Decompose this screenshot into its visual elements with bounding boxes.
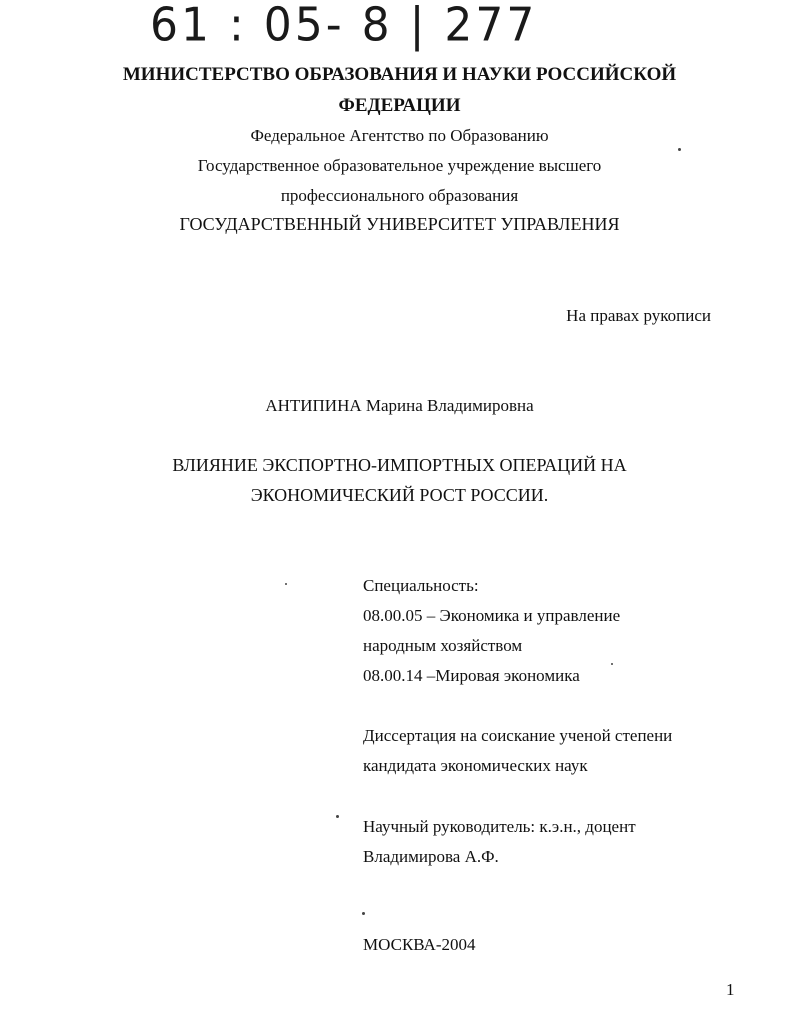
ministry-heading-line1: МИНИСТЕРСТВО ОБРАЗОВАНИЯ И НАУКИ РОССИЙСКОЙ bbox=[122, 64, 677, 85]
specialty-line3: 08.00.14 –Мировая экономика bbox=[363, 666, 580, 685]
ministry-heading-line2: ФЕДЕРАЦИИ bbox=[338, 95, 461, 116]
agency-name: Федеральное Агентство по Образованию bbox=[250, 126, 549, 145]
handwritten-archive-code: 61 : 05- 8 | 277 bbox=[150, 0, 538, 53]
degree-line1: Диссертация на соискание ученой степени bbox=[363, 726, 673, 745]
supervisor-line2: Владимирова А.Ф. bbox=[363, 847, 499, 866]
city-year: МОСКВА-2004 bbox=[363, 935, 476, 954]
scan-speck bbox=[611, 663, 613, 665]
manuscript-note: На правах рукописи bbox=[566, 306, 711, 325]
supervisor-line1: Научный руководитель: к.э.н., доцент bbox=[363, 817, 636, 836]
university-name: ГОСУДАРСТВЕННЫЙ УНИВЕРСИТЕТ УПРАВЛЕНИЯ bbox=[179, 214, 620, 234]
specialty-line1: 08.00.05 – Экономика и управление bbox=[363, 606, 621, 625]
scan-speck bbox=[336, 815, 339, 818]
degree-line2: кандидата экономических наук bbox=[363, 756, 588, 775]
scan-speck bbox=[362, 912, 365, 915]
dissertation-title-line2: ЭКОНОМИЧЕСКИЙ РОСТ РОССИИ. bbox=[250, 485, 549, 505]
specialty-label: Специальность: bbox=[363, 576, 479, 595]
author-name: АНТИПИНА Марина Владимировна bbox=[265, 396, 534, 415]
dissertation-title-line1: ВЛИЯНИЕ ЭКСПОРТНО-ИМПОРТНЫХ ОПЕРАЦИЙ НА bbox=[172, 455, 627, 475]
scan-speck bbox=[285, 583, 287, 585]
institution-line1: Государственное образовательное учреждение высшего bbox=[197, 156, 602, 175]
scan-speck bbox=[678, 148, 681, 151]
specialty-line2: народным хозяйством bbox=[363, 636, 523, 655]
page-number: 1 bbox=[726, 980, 735, 999]
institution-line2: профессионального образования bbox=[280, 186, 519, 205]
